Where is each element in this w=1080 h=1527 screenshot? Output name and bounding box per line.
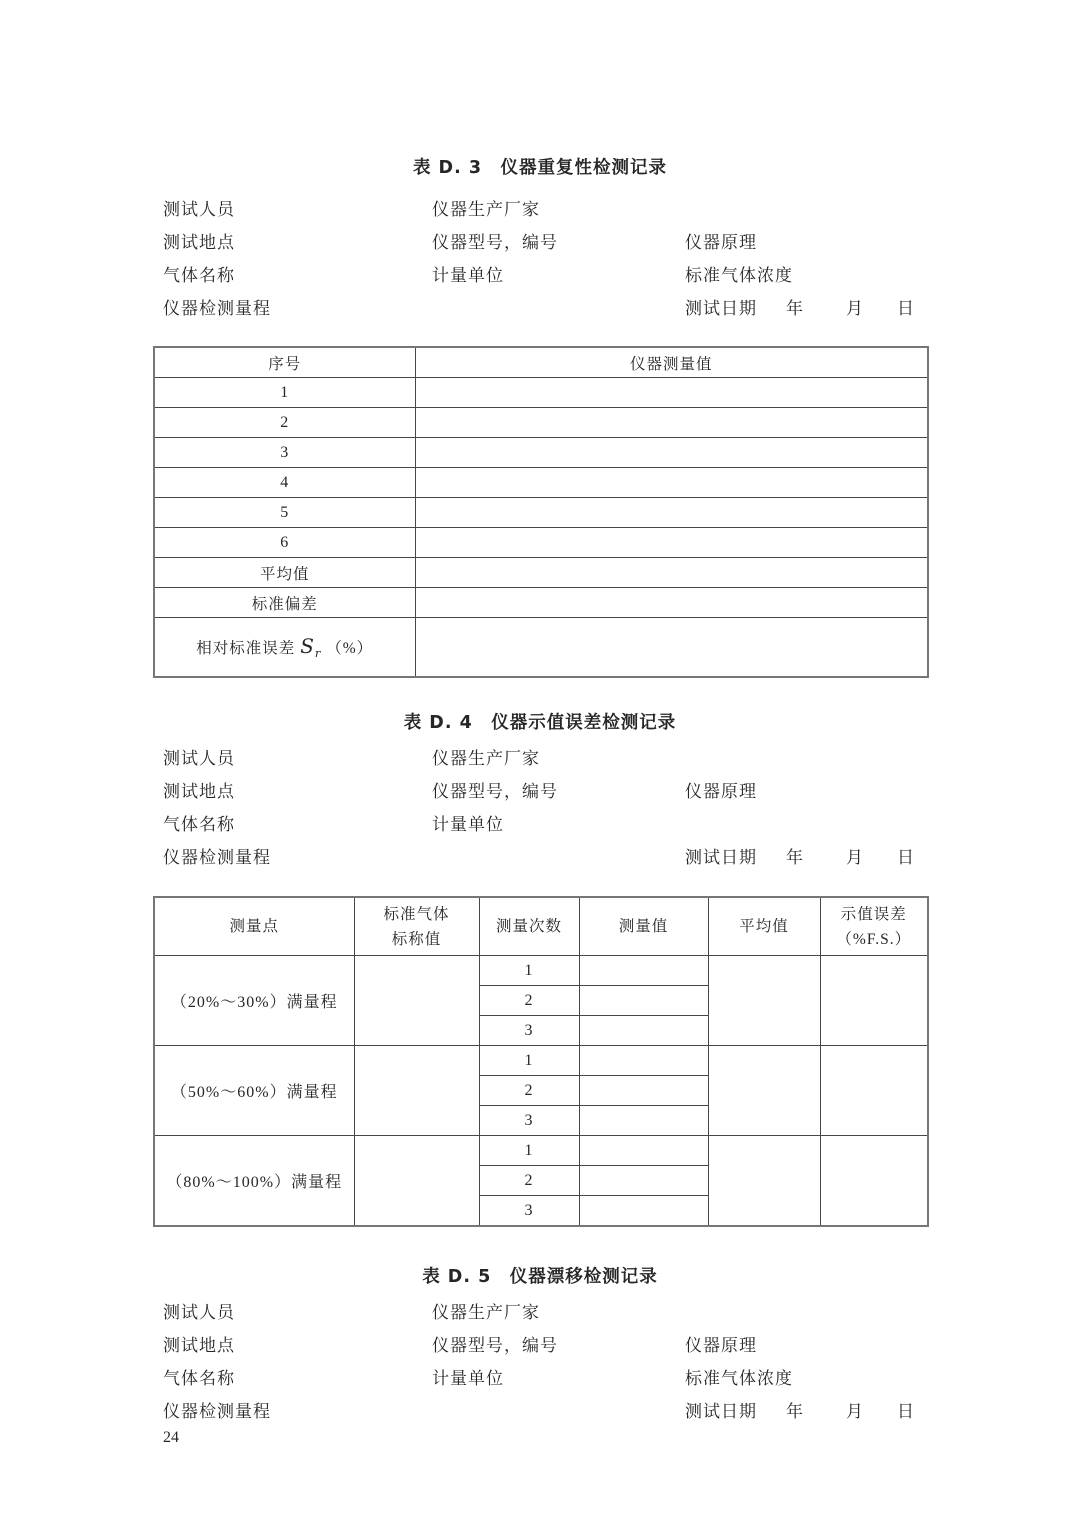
group-row [154, 956, 928, 986]
row-label-cell: 3 [154, 438, 415, 468]
date-unit-day: 日 [897, 1402, 915, 1421]
row-label-cell: 6 [154, 528, 415, 558]
field-label-range: 仪器检测量程 [163, 848, 271, 867]
average-cell [708, 1046, 820, 1136]
d4-header-fields [0, 740, 1080, 872]
value-cell [415, 618, 928, 678]
header-cell-measure-point: 测量点 [154, 897, 354, 956]
nominal-value-cell [354, 1046, 479, 1136]
header-cell-seq: 序号 [154, 347, 415, 378]
value-cell [579, 986, 708, 1016]
value-cell [415, 528, 928, 558]
percent-suffix: （%） [326, 639, 374, 657]
test-date-label: 测试日期 [685, 1402, 757, 1421]
header-cell-measure-times: 测量次数 [479, 897, 579, 956]
group-row [154, 1046, 928, 1076]
field-row [0, 257, 1080, 290]
field-label-model: 仪器型号，编号 [432, 233, 558, 252]
field-row [0, 290, 1080, 323]
times-cell: 3 [479, 1016, 579, 1046]
group-row [154, 1136, 928, 1166]
average-cell [708, 956, 820, 1046]
value-cell [579, 1166, 708, 1196]
test-date-group [685, 843, 927, 868]
value-cell [579, 1076, 708, 1106]
date-unit-month: 月 [846, 848, 864, 867]
table-row [154, 468, 928, 498]
field-row [0, 806, 1080, 839]
field-label-manufacturer: 仪器生产厂家 [432, 749, 540, 768]
field-label-gas-name: 气体名称 [163, 815, 235, 834]
group-label-cell: （20%～30%）满量程 [154, 956, 354, 1046]
field-label-unit: 计量单位 [432, 266, 504, 285]
date-unit-year: 年 [786, 848, 804, 867]
value-cell [415, 408, 928, 438]
field-label-manufacturer: 仪器生产厂家 [432, 200, 540, 219]
date-unit-year: 年 [786, 1402, 804, 1421]
test-date-label: 测试日期 [685, 848, 757, 867]
field-label-principle: 仪器原理 [685, 1336, 757, 1355]
times-cell: 2 [479, 1166, 579, 1196]
field-label-model: 仪器型号，编号 [432, 782, 558, 801]
row-label-cell-average: 平均值 [154, 558, 415, 588]
table-row [154, 378, 928, 408]
header-cell-std-gas-nominal: 标准气体 标称值 [354, 897, 479, 956]
field-label-location: 测试地点 [163, 782, 235, 801]
field-label-gas-name: 气体名称 [163, 1369, 235, 1388]
repeatability-table [153, 346, 929, 678]
value-cell [579, 1046, 708, 1076]
field-label-location: 测试地点 [163, 233, 235, 252]
times-cell: 3 [479, 1196, 579, 1227]
header-cell-measured-value: 仪器测量值 [415, 347, 928, 378]
group-label-cell: （50%～60%）满量程 [154, 1046, 354, 1136]
field-label-tester: 测试人员 [163, 200, 235, 219]
field-label-unit: 计量单位 [432, 1369, 504, 1388]
times-cell: 1 [479, 956, 579, 986]
field-label-principle: 仪器原理 [685, 782, 757, 801]
group-label-cell: （80%～100%）满量程 [154, 1136, 354, 1227]
row-label-cell: 1 [154, 378, 415, 408]
field-label-std-gas-conc: 标准气体浓度 [685, 1369, 793, 1388]
times-cell: 3 [479, 1106, 579, 1136]
value-cell [579, 956, 708, 986]
error-cell [820, 1136, 928, 1227]
value-cell [579, 1106, 708, 1136]
field-label-std-gas-conc: 标准气体浓度 [685, 266, 793, 285]
table-row [154, 438, 928, 468]
error-cell [820, 956, 928, 1046]
field-label-model: 仪器型号，编号 [432, 1336, 558, 1355]
error-cell [820, 1046, 928, 1136]
row-label-cell: 5 [154, 498, 415, 528]
table-row [154, 558, 928, 588]
nominal-value-cell [354, 956, 479, 1046]
field-row [0, 1360, 1080, 1393]
header-cell-measured-value: 测量值 [579, 897, 708, 956]
table-row [154, 588, 928, 618]
page-number: 24 [163, 1429, 179, 1446]
table-d4-title: 表 D. 4 仪器示值误差检测记录 [403, 713, 677, 733]
date-unit-day: 日 [897, 848, 915, 867]
field-row [0, 1393, 1080, 1426]
field-label-gas-name: 气体名称 [163, 266, 235, 285]
field-label-manufacturer: 仪器生产厂家 [432, 1303, 540, 1322]
field-label-range: 仪器检测量程 [163, 299, 271, 318]
d3-header-fields [0, 191, 1080, 323]
value-cell [415, 498, 928, 528]
date-unit-month: 月 [846, 299, 864, 318]
table-row [154, 408, 928, 438]
field-row [0, 224, 1080, 257]
field-row [0, 839, 1080, 872]
field-label-tester: 测试人员 [163, 1303, 235, 1322]
table-row [154, 498, 928, 528]
table-header-row [154, 897, 928, 956]
field-row [0, 1294, 1080, 1327]
value-cell [579, 1196, 708, 1227]
value-cell [415, 588, 928, 618]
test-date-group [685, 294, 927, 319]
value-cell [415, 378, 928, 408]
field-label-tester: 测试人员 [163, 749, 235, 768]
row-label-cell: 4 [154, 468, 415, 498]
row-label-cell-rel-std-error [154, 618, 415, 678]
field-row [0, 191, 1080, 224]
value-cell [415, 468, 928, 498]
value-cell [415, 558, 928, 588]
header-cell-indication-error: 示值误差 （%F.S.） [820, 897, 928, 956]
field-row [0, 773, 1080, 806]
value-cell [415, 438, 928, 468]
table-row [154, 528, 928, 558]
indication-error-table [153, 896, 929, 1227]
table-header-row [154, 347, 928, 378]
test-date-group [685, 1397, 927, 1422]
row-label-cell: 2 [154, 408, 415, 438]
table-row [154, 618, 928, 678]
row-label-cell-std-dev: 标准偏差 [154, 588, 415, 618]
date-unit-month: 月 [846, 1402, 864, 1421]
field-label-range: 仪器检测量程 [163, 1402, 271, 1421]
nominal-value-cell [354, 1136, 479, 1227]
d5-header-fields [0, 1294, 1080, 1426]
times-cell: 1 [479, 1046, 579, 1076]
times-cell: 2 [479, 1076, 579, 1106]
field-label-location: 测试地点 [163, 1336, 235, 1355]
date-unit-day: 日 [897, 299, 915, 318]
field-row [0, 1327, 1080, 1360]
rel-std-error-text: 相对标准误差 [196, 639, 296, 657]
value-cell [579, 1016, 708, 1046]
times-cell: 1 [479, 1136, 579, 1166]
field-label-principle: 仪器原理 [685, 233, 757, 252]
table-d3-title: 表 D. 3 仪器重复性检测记录 [412, 158, 668, 178]
value-cell [579, 1136, 708, 1166]
average-cell [708, 1136, 820, 1227]
table-d5-title: 表 D. 5 仪器漂移检测记录 [422, 1267, 658, 1287]
test-date-label: 测试日期 [685, 299, 757, 318]
field-label-unit: 计量单位 [432, 815, 504, 834]
field-row [0, 740, 1080, 773]
header-cell-average: 平均值 [708, 897, 820, 956]
times-cell: 2 [479, 986, 579, 1016]
date-unit-year: 年 [786, 299, 804, 318]
sr-symbol: $S_r$ [300, 633, 322, 661]
